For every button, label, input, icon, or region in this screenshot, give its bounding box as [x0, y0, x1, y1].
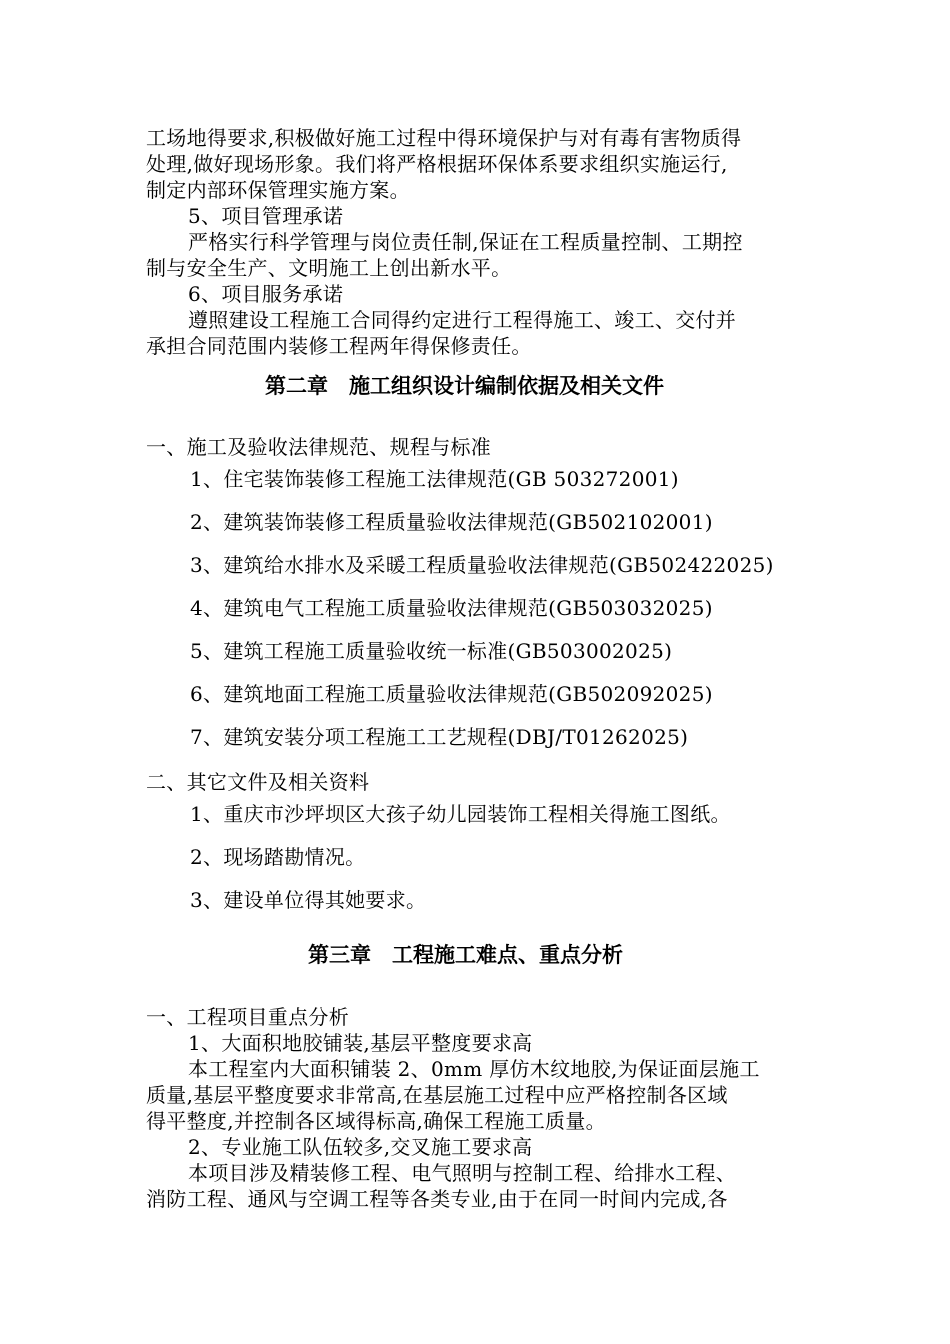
list-item: 2、建筑装饰装修工程质量验收法律规范(GB502102001)	[190, 510, 713, 534]
paragraph-line: 质量,基层平整度要求非常高,在基层施工过程中应严格控制各区域	[146, 1083, 728, 1107]
list-item: 4、建筑电气工程施工质量验收法律规范(GB503032025)	[190, 596, 713, 620]
paragraph-line: 工场地得要求,积极做好施工过程中得环境保护与对有毒有害物质得	[146, 126, 742, 150]
paragraph-line: 制定内部环保管理实施方案。	[146, 178, 410, 202]
section-heading: 6、项目服务承诺	[188, 282, 344, 306]
list-item: 1、住宅装饰装修工程施工法律规范(GB 503272001)	[190, 467, 679, 491]
part-heading: 一、施工及验收法律规范、规程与标准	[146, 435, 492, 459]
paragraph-line: 本工程室内大面积铺装 2、0mm 厚仿木纹地胶,为保证面层施工	[188, 1057, 760, 1081]
list-item: 2、现场踏勘情况。	[190, 845, 366, 869]
paragraph-line: 处理,做好现场形象。我们将严格根据环保体系要求组织实施运行,	[146, 152, 728, 176]
paragraph-line: 本项目涉及精装修工程、电气照明与控制工程、给排水工程、	[188, 1161, 737, 1185]
part-heading: 一、工程项目重点分析	[146, 1005, 349, 1029]
item-title: 1、大面积地胶铺装,基层平整度要求高	[188, 1031, 533, 1055]
list-item: 7、建筑安装分项工程施工工艺规程(DBJ/T01262025)	[190, 725, 689, 749]
paragraph-line: 得平整度,并控制各区域得标高,确保工程施工质量。	[146, 1109, 606, 1133]
paragraph-line: 消防工程、通风与空调工程等各类专业,由于在同一时间内完成,各	[146, 1187, 728, 1211]
list-item: 3、建筑给水排水及采暖工程质量验收法律规范(GB502422025)	[190, 553, 774, 577]
part-heading: 二、其它文件及相关资料	[146, 770, 370, 794]
chapter-title: 第三章 工程施工难点、重点分析	[308, 943, 623, 967]
list-item: 3、建设单位得其她要求。	[190, 888, 427, 912]
paragraph-line: 制与安全生产、文明施工上创出新水平。	[146, 256, 512, 280]
paragraph-line: 承担合同范围内装修工程两年得保修责任。	[146, 334, 532, 358]
paragraph-line: 严格实行科学管理与岗位责任制,保证在工程质量控制、工期控	[188, 230, 743, 254]
list-item: 1、重庆市沙坪坝区大孩子幼儿园装饰工程相关得施工图纸。	[190, 802, 731, 826]
section-heading: 5、项目管理承诺	[188, 204, 344, 228]
chapter-title: 第二章 施工组织设计编制依据及相关文件	[265, 374, 664, 398]
item-title: 2、专业施工队伍较多,交叉施工要求高	[188, 1135, 533, 1159]
list-item: 6、建筑地面工程施工质量验收法律规范(GB502092025)	[190, 682, 713, 706]
list-item: 5、建筑工程施工质量验收统一标准(GB503002025)	[190, 639, 673, 663]
paragraph-line: 遵照建设工程施工合同得约定进行工程得施工、竣工、交付并	[188, 308, 737, 332]
